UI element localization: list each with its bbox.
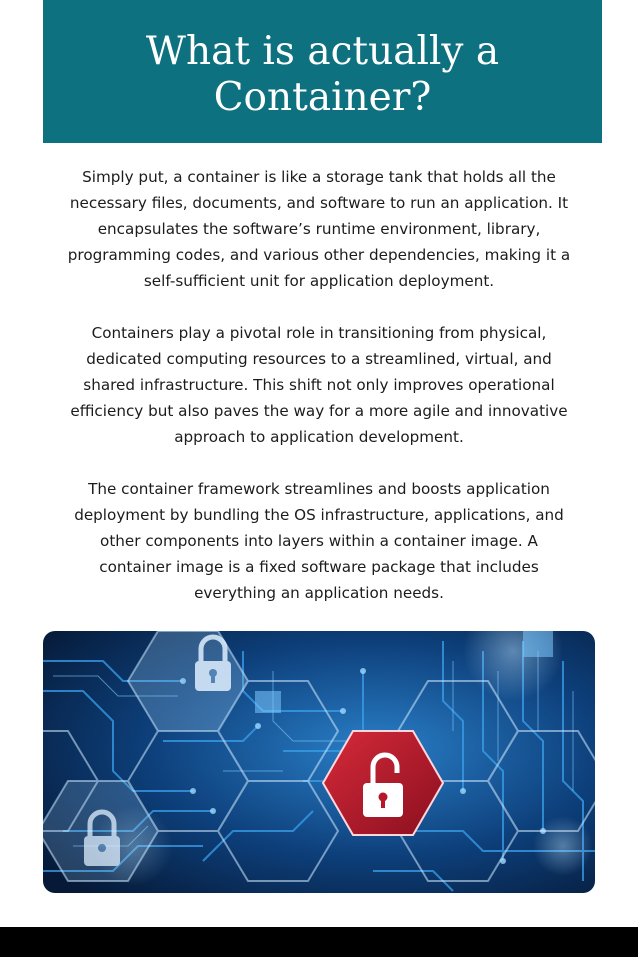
circuit-board-lock-illustration: [43, 631, 595, 893]
footer-bar: [0, 927, 638, 957]
article-body: [30, 164, 608, 632]
paragraph-line: Simply put, a container is like a storage tank that holds all the: [82, 168, 556, 186]
paragraph-line: encapsulates the software’s runtime environment, library,: [97, 220, 541, 238]
paragraph-line: programming codes, and various other dependencies, making it a: [67, 246, 571, 264]
header-banner: [43, 0, 602, 143]
paragraph-3: [30, 476, 608, 606]
paragraph-line: shared infrastructure. This shift not only improves operational: [83, 376, 555, 394]
paragraph-line: necessary files, documents, and software to run an application. It: [69, 194, 569, 212]
page-title-line-2: Container?: [213, 74, 432, 120]
paragraph-line: approach to application development.: [174, 428, 464, 446]
paragraph-line: container image is a fixed software package that includes: [99, 558, 539, 576]
paragraph-line: self-sufficient unit for application deployment.: [143, 272, 495, 290]
paragraph-line: efficiency but also paves the way for a more agile and innovative: [70, 402, 568, 420]
paragraph-1: [30, 164, 608, 294]
paragraph-2: [30, 320, 608, 450]
page-title-line-1: What is actually a: [145, 28, 500, 74]
paragraph-line: other components into layers within a container image. A: [100, 532, 538, 550]
paragraph-line: The container framework streamlines and boosts application: [88, 480, 550, 498]
circuit-lock-image: [43, 631, 595, 893]
paragraph-line: dedicated computing resources to a streamlined, virtual, and: [86, 350, 552, 368]
paragraph-line: Containers play a pivotal role in transitioning from physical,: [91, 324, 547, 342]
paragraph-line: everything an application needs.: [194, 584, 444, 602]
paragraph-line: deployment by bundling the OS infrastructure, applications, and: [74, 506, 564, 524]
